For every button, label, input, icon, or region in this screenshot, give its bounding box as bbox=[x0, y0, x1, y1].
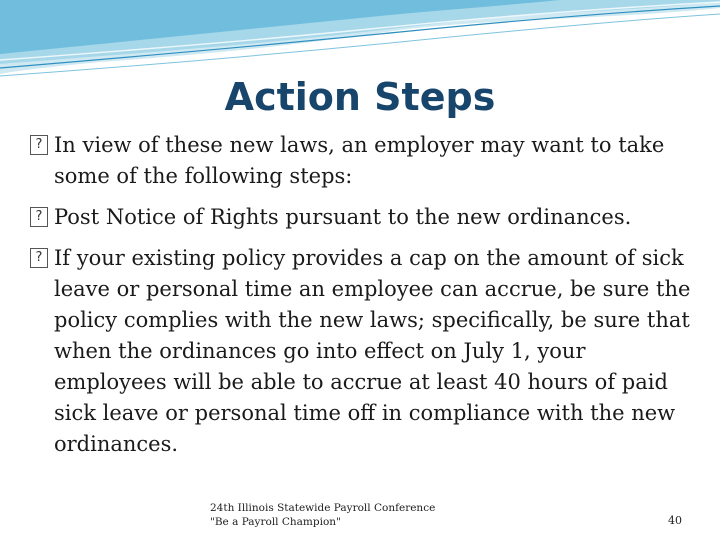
page-number: 40 bbox=[668, 514, 682, 527]
bullet-list bbox=[30, 130, 700, 470]
bullet-text: In view of these new laws, an employer may want to take some of the following steps: bbox=[54, 133, 665, 188]
bullet-glyph-icon: ? bbox=[30, 135, 48, 155]
footer bbox=[210, 501, 435, 529]
bullet-glyph-icon: ? bbox=[30, 207, 48, 227]
footer-tagline: "Be a Payroll Champion" bbox=[210, 516, 341, 528]
bullet-item bbox=[30, 202, 700, 233]
bullet-text: If your existing policy provides a cap on the amount of sick leave or personal time an employee can accrue, be sure the policy complies with the new laws; specifically, be sure that when the ordinances go into effect on July 1, your employees will be able to accrue at least 40 hours of paid sick leave or personal time off in compliance with the new ordinances. bbox=[54, 246, 691, 456]
footer-conference-name: 24th Illinois Statewide Payroll Conference bbox=[210, 502, 436, 514]
bullet-item bbox=[30, 130, 700, 192]
bullet-glyph-icon: ? bbox=[30, 248, 48, 268]
bullet-text: Post Notice of Rights pursuant to the new ordinances. bbox=[54, 205, 632, 229]
slide-title: Action Steps bbox=[224, 75, 496, 119]
bullet-item bbox=[30, 243, 700, 460]
